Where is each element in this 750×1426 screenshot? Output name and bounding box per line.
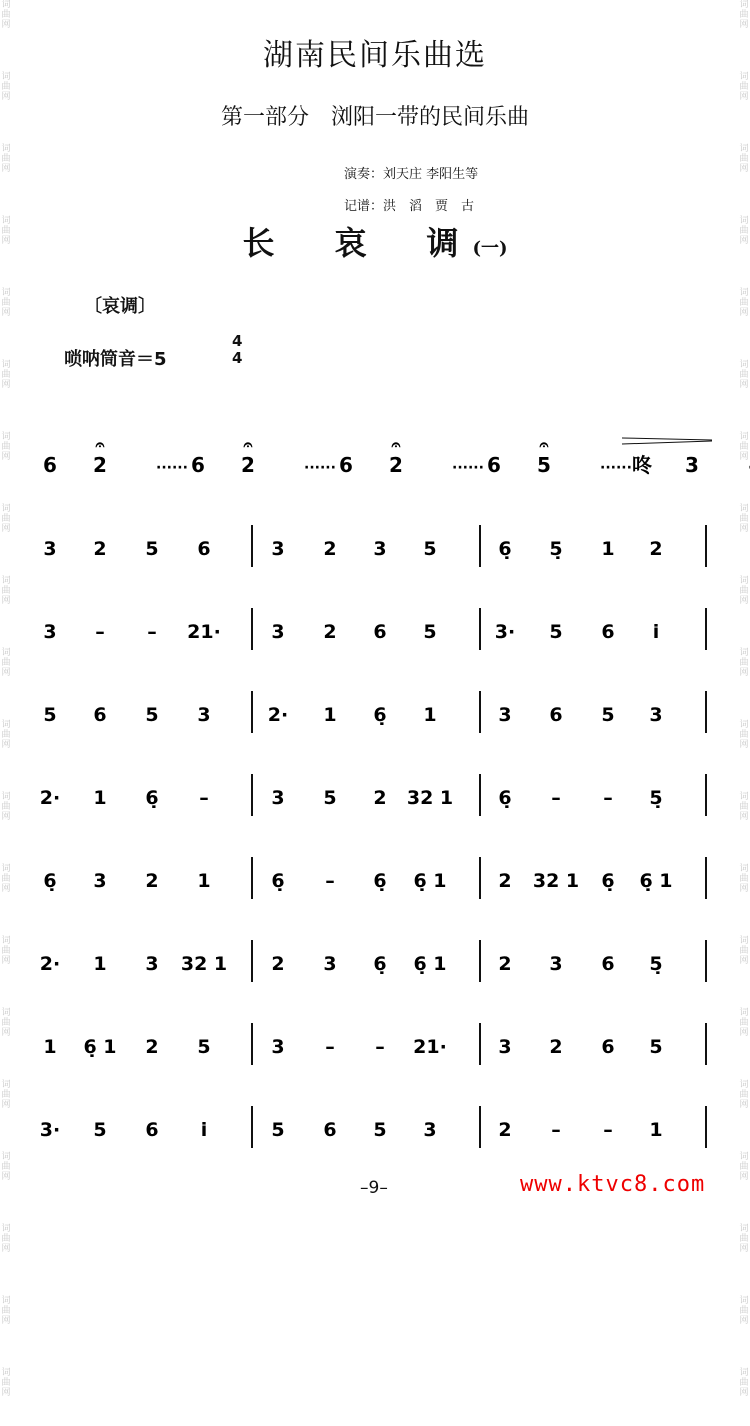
side-mark-char: 网 [739, 164, 749, 174]
score-note: 6 [323, 1119, 337, 1141]
score-note: 2 [498, 1119, 512, 1141]
score-note: 32 1 [532, 870, 580, 892]
score-note: 2 [498, 953, 512, 975]
fermata-mark: 𝄐 [243, 435, 253, 454]
score-note: 6̣ 1 [83, 1036, 117, 1058]
intro-note: 6 [487, 453, 501, 477]
side-mark-char: 曲 [1, 586, 11, 596]
score-note: 3 [271, 538, 285, 560]
transcriber-credit: 记谱：洪 滔 贾 古 [344, 199, 475, 214]
side-mark-char: 曲 [739, 10, 749, 20]
section-subtitle: 第一部分 浏阳一带的民间乐曲 [220, 105, 529, 130]
side-mark-char: 词 [1, 144, 11, 154]
side-mark-char: 网 [1, 956, 11, 966]
key-label: 唢呐筒音＝5 [64, 349, 167, 370]
side-mark-char: 词 [739, 648, 749, 658]
side-mark-char: 曲 [1, 1018, 11, 1028]
score-note: 2 [271, 953, 285, 975]
side-mark-char: 曲 [739, 730, 749, 740]
side-mark-char: 词 [1, 936, 11, 946]
score-note: 5 [423, 621, 437, 643]
side-mark-char: 词 [739, 432, 749, 442]
side-mark-char: 网 [739, 596, 749, 606]
side-mark-char: 词 [1, 1152, 11, 1162]
score-note: 3 [498, 1036, 512, 1058]
side-mark-char: 网 [739, 1100, 749, 1110]
side-mark-char: 词 [1, 360, 11, 370]
glissando-line [622, 438, 712, 440]
side-mark-char: 词 [1, 576, 11, 586]
score-note: 5 [43, 704, 57, 726]
performers-credit: 演奏：刘天庄 李阳生等 [344, 167, 479, 182]
score-note: 5 [145, 704, 159, 726]
score-note: 6̣ 1 [639, 870, 673, 892]
score-note: 3 [145, 953, 159, 975]
side-mark-char: 网 [1, 164, 11, 174]
score-note: 2 [323, 538, 337, 560]
score-note: 6 [145, 1119, 159, 1141]
score-note: 2· [39, 787, 61, 809]
intro-note: 6 [191, 453, 205, 477]
score-note: 5 [323, 787, 337, 809]
score-note: 32 1 [180, 953, 228, 975]
score-note: 5 [197, 1036, 211, 1058]
score-note: 6 [197, 538, 211, 560]
side-mark-char: 词 [739, 216, 749, 226]
score-note: 3· [39, 1119, 61, 1141]
side-mark-char: 网 [1, 1316, 11, 1326]
score-note: 6̣ [373, 870, 387, 892]
side-mark-char: 词 [739, 864, 749, 874]
intro-note: 3 [685, 453, 699, 477]
tune-number: (一) [472, 238, 508, 259]
score-note: – [551, 1119, 561, 1141]
site-watermark: www.ktvc8.com [520, 1172, 706, 1197]
time-signature-bottom: 4 [232, 349, 243, 367]
intro-note: 6 [43, 453, 57, 477]
score-note: 6̣ [601, 870, 615, 892]
side-mark-char: 曲 [739, 1378, 749, 1388]
side-mark-char: 网 [739, 1172, 749, 1182]
score-note: 2 [373, 787, 387, 809]
side-mark-char: 曲 [739, 154, 749, 164]
score-note: 6̣ [498, 538, 512, 560]
mode-label: 〔哀调〕 [84, 296, 156, 317]
fermata-mark: 𝄐 [95, 435, 105, 454]
side-mark-char: 词 [739, 72, 749, 82]
fermata-mark: 𝄐 [539, 435, 549, 454]
score-note: 2 [323, 621, 337, 643]
score-note: 2 [649, 538, 663, 560]
score-note: 6 [601, 1036, 615, 1058]
side-mark-char: 网 [739, 1388, 749, 1398]
score-note: 3 [271, 621, 285, 643]
score-note: 3 [271, 1036, 285, 1058]
side-mark-char: 曲 [1, 1378, 11, 1388]
side-mark-char: 曲 [1, 82, 11, 92]
side-mark-char: 词 [739, 576, 749, 586]
score-note: 5 [423, 538, 437, 560]
side-mark-char: 网 [1, 236, 11, 246]
continuation-dots: ······ [452, 460, 484, 476]
score-note: 3 [649, 704, 663, 726]
score-note: 3 [93, 870, 107, 892]
score-note: – [375, 1036, 385, 1058]
score-note: 3 [43, 538, 57, 560]
score-note: 1 [197, 870, 211, 892]
page-number: –9– [360, 1178, 388, 1198]
side-mark-char: 网 [1, 1028, 11, 1038]
side-mark-char: 网 [1, 92, 11, 102]
score-note: – [603, 787, 613, 809]
side-mark-char: 曲 [739, 298, 749, 308]
score-note: 2· [39, 953, 61, 975]
side-mark-char: 曲 [739, 1090, 749, 1100]
score-note: 6̣ 1 [413, 870, 447, 892]
score-note: 5̣ [649, 787, 663, 809]
score-note: 6̣ [373, 953, 387, 975]
intro-note: 2 [93, 453, 107, 477]
side-mark-char: 词 [739, 720, 749, 730]
glissando-line [622, 441, 712, 444]
score-note: 2 [498, 870, 512, 892]
score-note: 3 [43, 621, 57, 643]
score-note: 6 [373, 621, 387, 643]
side-mark-char: 网 [739, 380, 749, 390]
side-mark-char: 曲 [739, 514, 749, 524]
side-mark-char: 曲 [739, 1234, 749, 1244]
score-note: 6̣ [145, 787, 159, 809]
side-mark-char: 网 [739, 1244, 749, 1254]
side-mark-char: 词 [739, 1368, 749, 1378]
score-note: 5 [271, 1119, 285, 1141]
side-mark-char: 词 [1, 1224, 11, 1234]
side-mark-char: 曲 [1, 10, 11, 20]
side-mark-char: 曲 [739, 370, 749, 380]
score-note: 3 [197, 704, 211, 726]
side-mark-char: 词 [1, 1080, 11, 1090]
side-mark-char: 曲 [1, 370, 11, 380]
side-mark-char: 曲 [739, 82, 749, 92]
continuation-dots: ······ [156, 460, 188, 476]
side-mark-char: 曲 [739, 874, 749, 884]
side-mark-char: 网 [739, 308, 749, 318]
side-mark-char: 词 [1, 1368, 11, 1378]
score-note: – [199, 787, 209, 809]
score-note: 2 [145, 1036, 159, 1058]
score-note: 3 [323, 953, 337, 975]
score-note: 32 1 [406, 787, 454, 809]
intro-note: 6 [339, 453, 353, 477]
intro-note: 咚 [632, 453, 652, 477]
score-note: – [603, 1119, 613, 1141]
side-mark-char: 曲 [739, 442, 749, 452]
side-mark-char: 网 [739, 20, 749, 30]
intro-note: 2 [241, 453, 255, 477]
side-mark-char: 词 [739, 288, 749, 298]
side-mark-char: 曲 [1, 946, 11, 956]
score-note: 2 [549, 1036, 563, 1058]
continuation-dots: ······ [600, 460, 632, 476]
side-mark-char: 词 [739, 0, 749, 10]
score-note: 3 [549, 953, 563, 975]
tune-name: 长 哀 调 [242, 224, 473, 262]
side-mark-char: 网 [1, 1244, 11, 1254]
side-mark-char: 曲 [1, 1234, 11, 1244]
side-mark-char: 词 [739, 144, 749, 154]
side-mark-char: 网 [739, 524, 749, 534]
score-note: – [147, 621, 157, 643]
score-note: 5 [145, 538, 159, 560]
score-note: 5̣ [549, 538, 563, 560]
side-mark-char: 网 [1, 596, 11, 606]
side-mark-char: 网 [1, 1100, 11, 1110]
side-mark-char: 曲 [739, 658, 749, 668]
score-note: 1 [323, 704, 337, 726]
side-mark-char: 网 [1, 20, 11, 30]
side-mark-char: 词 [1, 288, 11, 298]
side-mark-char: 网 [1, 1388, 11, 1398]
side-mark-char: 网 [739, 668, 749, 678]
side-mark-char: 网 [1, 740, 11, 750]
score-note: 6̣ [43, 870, 57, 892]
score-note: 2 [145, 870, 159, 892]
score-note: 2 [93, 538, 107, 560]
score-note: – [95, 621, 105, 643]
side-mark-char: 网 [1, 524, 11, 534]
side-mark-char: 曲 [1, 1090, 11, 1100]
score-note: 6̣ [373, 704, 387, 726]
side-mark-char: 词 [1, 72, 11, 82]
score-note: 5 [373, 1119, 387, 1141]
side-mark-char: 网 [739, 236, 749, 246]
side-mark-char: 曲 [1, 298, 11, 308]
side-mark-char: 词 [739, 936, 749, 946]
side-mark-char: 词 [1, 648, 11, 658]
side-mark-char: 词 [739, 1008, 749, 1018]
side-mark-char: 曲 [739, 802, 749, 812]
intro-note: 5 [537, 453, 551, 477]
continuation-dots: ······ [304, 460, 336, 476]
score-note: 21· [413, 1036, 447, 1058]
score-note: i [200, 1119, 208, 1141]
score-note: 3 [373, 538, 387, 560]
score-note: i [652, 621, 660, 643]
score-note: 3 [423, 1119, 437, 1141]
side-mark-char: 词 [1, 720, 11, 730]
side-mark-char: 网 [739, 1028, 749, 1038]
score-note: 3· [494, 621, 516, 643]
book-title: 湖南民间乐曲选 [263, 38, 487, 73]
score-note: 1 [601, 538, 615, 560]
score-note: 1 [423, 704, 437, 726]
score-note: 6 [601, 621, 615, 643]
side-mark-char: 网 [1, 308, 11, 318]
side-mark-char: 网 [1, 812, 11, 822]
side-mark-char: 曲 [1, 1306, 11, 1316]
score-note: 6 [549, 704, 563, 726]
side-mark-char: 网 [739, 956, 749, 966]
score-note: 3 [498, 704, 512, 726]
score-note: 1 [649, 1119, 663, 1141]
side-mark-char: 网 [739, 1316, 749, 1326]
score-note: – [325, 870, 335, 892]
score-note: 6̣ [271, 870, 285, 892]
side-mark-char: 网 [739, 92, 749, 102]
side-mark-char: 词 [739, 1296, 749, 1306]
side-mark-char: 曲 [1, 226, 11, 236]
side-mark-char: 词 [1, 216, 11, 226]
side-mark-char: 曲 [1, 442, 11, 452]
side-mark-char: 曲 [739, 226, 749, 236]
side-mark-char: 网 [739, 452, 749, 462]
score-note: – [325, 1036, 335, 1058]
side-mark-char: 词 [1, 1008, 11, 1018]
score-note: 1 [93, 953, 107, 975]
score-note: – [551, 787, 561, 809]
intro-note: 2 [389, 453, 403, 477]
score-note: 3 [271, 787, 285, 809]
side-mark-char: 词 [739, 792, 749, 802]
score-note: 6 [601, 953, 615, 975]
side-mark-char: 曲 [1, 1162, 11, 1172]
score-note: 5 [649, 1036, 663, 1058]
side-mark-char: 词 [739, 1224, 749, 1234]
fermata-mark: 𝄐 [391, 435, 401, 454]
side-mark-char: 词 [1, 432, 11, 442]
side-mark-char: 词 [1, 0, 11, 10]
score-note: 2· [267, 704, 289, 726]
side-mark-char: 曲 [1, 874, 11, 884]
side-mark-char: 词 [1, 504, 11, 514]
side-mark-char: 网 [739, 884, 749, 894]
score-note: 1 [93, 787, 107, 809]
side-mark-char: 词 [739, 1080, 749, 1090]
side-mark-char: 网 [1, 452, 11, 462]
side-mark-char: 网 [739, 812, 749, 822]
score-note: 1 [43, 1036, 57, 1058]
side-mark-char: 网 [1, 884, 11, 894]
side-mark-char: 词 [1, 1296, 11, 1306]
side-mark-char: 曲 [739, 1018, 749, 1028]
time-signature-top: 4 [232, 332, 243, 350]
side-mark-char: 词 [739, 360, 749, 370]
score-note: 5̣ [649, 953, 663, 975]
score-note: 6̣ [498, 787, 512, 809]
side-mark-char: 曲 [1, 730, 11, 740]
side-mark-char: 曲 [1, 154, 11, 164]
side-mark-char: 词 [1, 864, 11, 874]
side-mark-char: 曲 [1, 514, 11, 524]
side-mark-char: 曲 [739, 946, 749, 956]
side-mark-char: 网 [1, 380, 11, 390]
score-note: 6̣ 1 [413, 953, 447, 975]
side-mark-char: 网 [739, 740, 749, 750]
side-mark-char: 曲 [739, 1306, 749, 1316]
side-mark-char: 曲 [739, 586, 749, 596]
score-note: 21· [187, 621, 221, 643]
score-note: 5 [93, 1119, 107, 1141]
side-mark-char: 曲 [1, 658, 11, 668]
score-note: 5 [601, 704, 615, 726]
side-mark-char: 曲 [1, 802, 11, 812]
side-mark-char: 网 [1, 668, 11, 678]
side-mark-char: 词 [739, 1152, 749, 1162]
side-mark-char: 曲 [739, 1162, 749, 1172]
side-mark-char: 词 [739, 504, 749, 514]
side-mark-char: 网 [1, 1172, 11, 1182]
score-note: 6 [93, 704, 107, 726]
score-note: 5 [549, 621, 563, 643]
side-mark-char: 词 [1, 792, 11, 802]
